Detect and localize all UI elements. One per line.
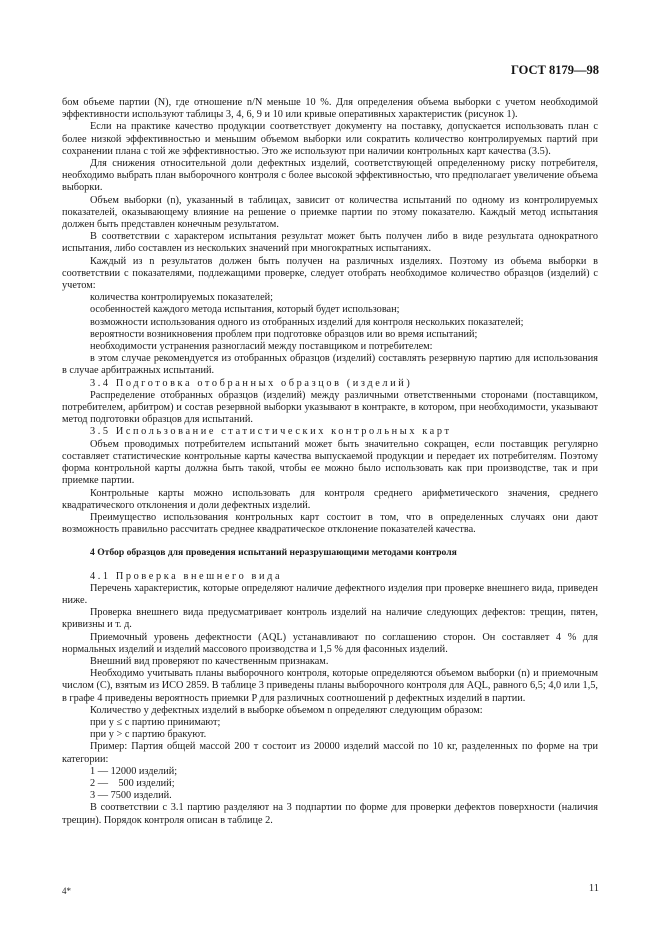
section-heading-3-4: 3.4 Подготовка отобранных образцов (изделий) [90,377,413,389]
paragraph: Количество y дефектных изделий в выборке объемом n определяют следующим образом: [90,704,483,716]
list-item: количества контролируемых показателей; [90,292,274,304]
paragraph: Внешний вид проверяют по качественным признакам. [90,655,329,667]
paragraph: Если на практике качество продукции соответствует документу на поставку, допускается использовать план с более низкой эффективностью и меньшим объемом выборки или сократить количество контролируемых партий при сохранении плана с той же эффективностью. Это же используют при наличии контрольных карт качества (3.5). [62,121,598,157]
document-body [62,97,598,827]
paragraph: Для снижения относительной доли дефектных изделий, соответствующей определенному риску потребителя, необходимо выбрать план выборочного контроля с более высокой эффективностью, что предполагает увеличение объема выборки. [62,158,598,194]
footer-sheet-mark: 4* [62,886,71,896]
paragraph: Приемочный уровень дефектности (AQL) устанавливают по соглашению сторон. Он составляет 4 % для нормальных изделий и изделий массового производства и 1,5 % для фасонных изделий. [62,631,598,655]
paragraph: Контрольные карты можно использовать для контроля среднего арифметического значения, среднего квадратического отклонения и доли дефектных изделий. [62,487,598,511]
section-heading-3-5: 3.5 Использование статистических контрольных карт [90,426,452,438]
document-number: ГОСТ 8179—98 [510,63,599,77]
section-heading-4: 4 Отбор образцов для проведения испытаний неразрушающими методами контроля [90,547,457,559]
list-item: необходимости устранения разногласий между поставщиком и потребителем: [90,341,433,353]
list-item: особенностей каждого метода испытания, который будет использован; [90,304,400,316]
list-item: 2 — 500 изделий; [90,777,175,789]
section-heading-4-1: 4.1 Проверка внешнего вида [90,570,283,582]
list-item: вероятности возникновения проблем при подготовке образцов или во время испытаний; [90,328,478,340]
paragraph: бом объеме партии (N), где отношение n/N меньше 10 %. Для определения объема выборки с учетом необходимой эффективности используют таблицы 3, 4, 6, 9 и 10 или кривые оперативных характеристик (рисунок 1). [62,97,598,121]
paragraph: Необходимо учитывать планы выборочного контроля, которые определяются объемом выборки (n) и приемочным числом (C), взятым из ИСО 2859. В таблице 3 приведены планы выборочного контроля для AQL, равного 6,5; 4,0 или 1,5, в графе 4 приведены вероятность приемки P для различных соотношений p дефектных изделий в партии. [62,668,598,704]
paragraph: Перечень характеристик, которые определяют наличие дефектного изделия при проверке внешнего вида, приведен ниже. [62,582,598,606]
paragraph: Объем выборки (n), указанный в таблицах, зависит от количества испытаний по одному из контролируемых показателей, оказывающему влияние на решение о приемке партии по этому показателю. Каждый метод испытания должен быть представлен конечным результатом. [62,194,598,231]
page-number: 11 [588,883,599,894]
list-item: 1 — 12000 изделий; [90,765,178,777]
list-item: 3 — 7500 изделий. [90,790,172,802]
paragraph: В соответствии с 3.1 партию разделяют на 3 подпартии по форме для проверки дефектов поверхности (наличия трещин). Порядок контроля описан в таблице 2. [62,802,598,826]
paragraph: Проверка внешнего вида предусматривает контроль изделий на наличие следующих дефектов: трещин, пятен, кривизны и т. д. [62,607,598,631]
list-item: при y ≤ c партию принимают; [90,716,221,728]
paragraph: Распределение отобранных образцов (изделий) между различными ответственными сторонами (поставщиком, потребителем, арбитром) и состав резервной выборки указывают в контракте, в котором, при необходимости, указывают метод подготовки образцов для испытаний. [62,389,598,426]
paragraph: Объем проводимых потребителем испытаний может быть значительно сокращен, если поставщик регулярно составляет статистические контрольные карты качества выпускаемой продукции и передает их потребителям. Поэтому форма контрольной карты должна быть такой, чтобы ее можно было использовать как при производстве, так и при приемке партии. [62,438,598,487]
list-item: при y > c партию бракуют. [90,729,207,741]
example-paragraph: Пример: Партия общей массой 200 т состоит из 20000 изделий массой по 10 кг, разделенных по форме на три категории: [62,741,598,765]
list-item: возможности использования одного из отобранных изделий для контроля нескольких показателей; [90,316,524,328]
paragraph: В соответствии с характером испытания результат может быть получен либо в виде результата однократного испытания, либо составлен из нескольких значений при многократных испытаниях. [62,231,598,255]
paragraph: Преимущество использования контрольных карт состоит в том, что в определенных случаях они дают возможность правильно рассчитать среднее квадратическое отклонение показателей качества. [62,511,598,536]
paragraph: Каждый из n результатов должен быть получен на различных изделиях. Поэтому из объема выборки в соответствии с показателями, подлежащими проверке, следует отобрать необходимое количество образцов (изделий) с учетом: [62,255,598,292]
paragraph: в этом случае рекомендуется из отобранных образцов (изделий) составлять резервную партию для использования в случае арбитражных испытаний. [62,353,598,377]
